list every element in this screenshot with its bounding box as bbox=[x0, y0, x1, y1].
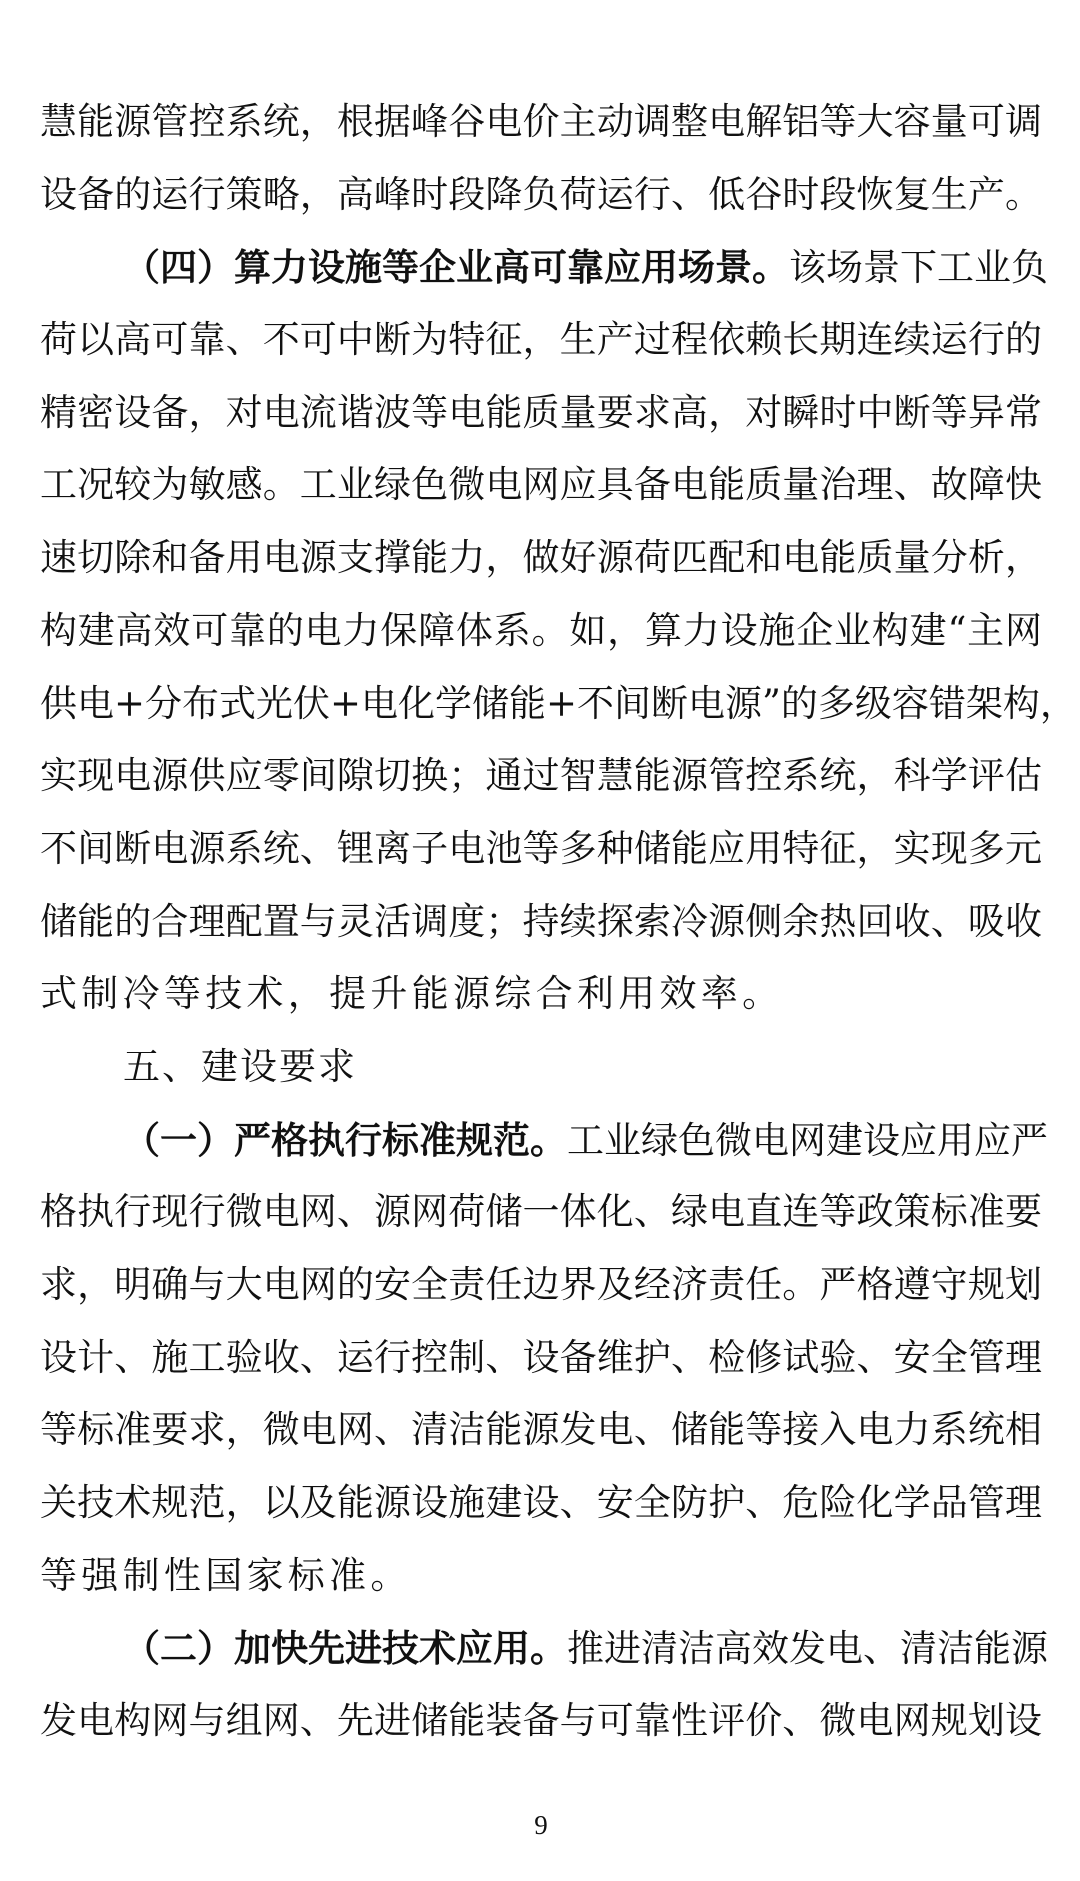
paragraph-line: 荷以高可靠、不可中断为特征，生产过程依赖长期连续运行的 bbox=[40, 318, 1042, 362]
section-heading-5: 五、建设要求 bbox=[123, 1044, 357, 1088]
paragraph-line: 供电+分布式光伏+电化学储能+不间断电源”的多级容错架构， bbox=[40, 681, 1077, 725]
paragraph-line: 速切除和备用电源支撑能力，做好源荷匹配和电能质量分析， bbox=[40, 536, 1042, 580]
paragraph-line: 发电构网与组网、先进储能装备与可靠性评价、微电网规划设 bbox=[40, 1699, 1042, 1743]
paragraph-line: 等标准要求，微电网、清洁能源发电、储能等接入电力系统相 bbox=[40, 1408, 1042, 1452]
subsection-2-title: （二）加快先进技术应用。 bbox=[123, 1626, 567, 1671]
paragraph-line: 实现电源供应零间隙切换；通过智慧能源管控系统，科学评估 bbox=[40, 754, 1042, 798]
subsection-1-lead-line bbox=[40, 1104, 1048, 1177]
paragraph-line: 格执行现行微电网、源网荷储一体化、绿电直连等政策标准要 bbox=[40, 1190, 1042, 1234]
section-4-title: （四）算力设施等企业高可靠应用场景。 bbox=[123, 245, 789, 290]
paragraph-line: 设计、施工验收、运行控制、设备维护、检修试验、安全管理 bbox=[40, 1335, 1042, 1379]
paragraph-line: 慧能源管控系统，根据峰谷电价主动调整电解铝等大容量可调 bbox=[40, 100, 1042, 143]
paragraph-text: 推进清洁高效发电、清洁能源 bbox=[567, 1627, 1048, 1671]
page-number: 9 bbox=[534, 1810, 548, 1840]
paragraph-line-last: 等强制性国家标准。 bbox=[40, 1553, 412, 1597]
subsection-2-lead-line bbox=[40, 1612, 1048, 1685]
paragraph-line: 工况较为敏感。工业绿色微电网应具备电能质量治理、故障快 bbox=[40, 463, 1042, 507]
paragraph-line: 求，明确与大电网的安全责任边界及经济责任。严格遵守规划 bbox=[40, 1263, 1042, 1306]
body-text bbox=[40, 86, 1077, 1758]
paragraph-line: 精密设备，对电流谐波等电能质量要求高，对瞬时中断等异常 bbox=[40, 390, 1042, 434]
paragraph-line-last: 式制冷等技术，提升能源综合利用效率。 bbox=[40, 972, 784, 1016]
paragraph-line: 设备的运行策略，高峰时段降负荷运行、低谷时段恢复生产。 bbox=[40, 172, 1042, 216]
subsection-1-title: （一）严格执行标准规范。 bbox=[123, 1117, 567, 1162]
section-4-lead-line bbox=[40, 231, 1048, 304]
paragraph-text: 工业绿色微电网建设应用应严 bbox=[567, 1118, 1048, 1162]
paragraph-line: 构建高效可靠的电力保障体系。如，算力设施企业构建“主网 bbox=[40, 608, 1042, 652]
paragraph-text: 该场景下工业负 bbox=[789, 246, 1048, 290]
paragraph-line: 储能的合理配置与灵活调度；持续探索冷源侧余热回收、吸收 bbox=[40, 899, 1042, 943]
paragraph-line: 关技术规范，以及能源设施建设、安全防护、危险化学品管理 bbox=[40, 1481, 1042, 1525]
paragraph-line: 不间断电源系统、锂离子电池等多种储能应用特征，实现多元 bbox=[40, 826, 1042, 870]
